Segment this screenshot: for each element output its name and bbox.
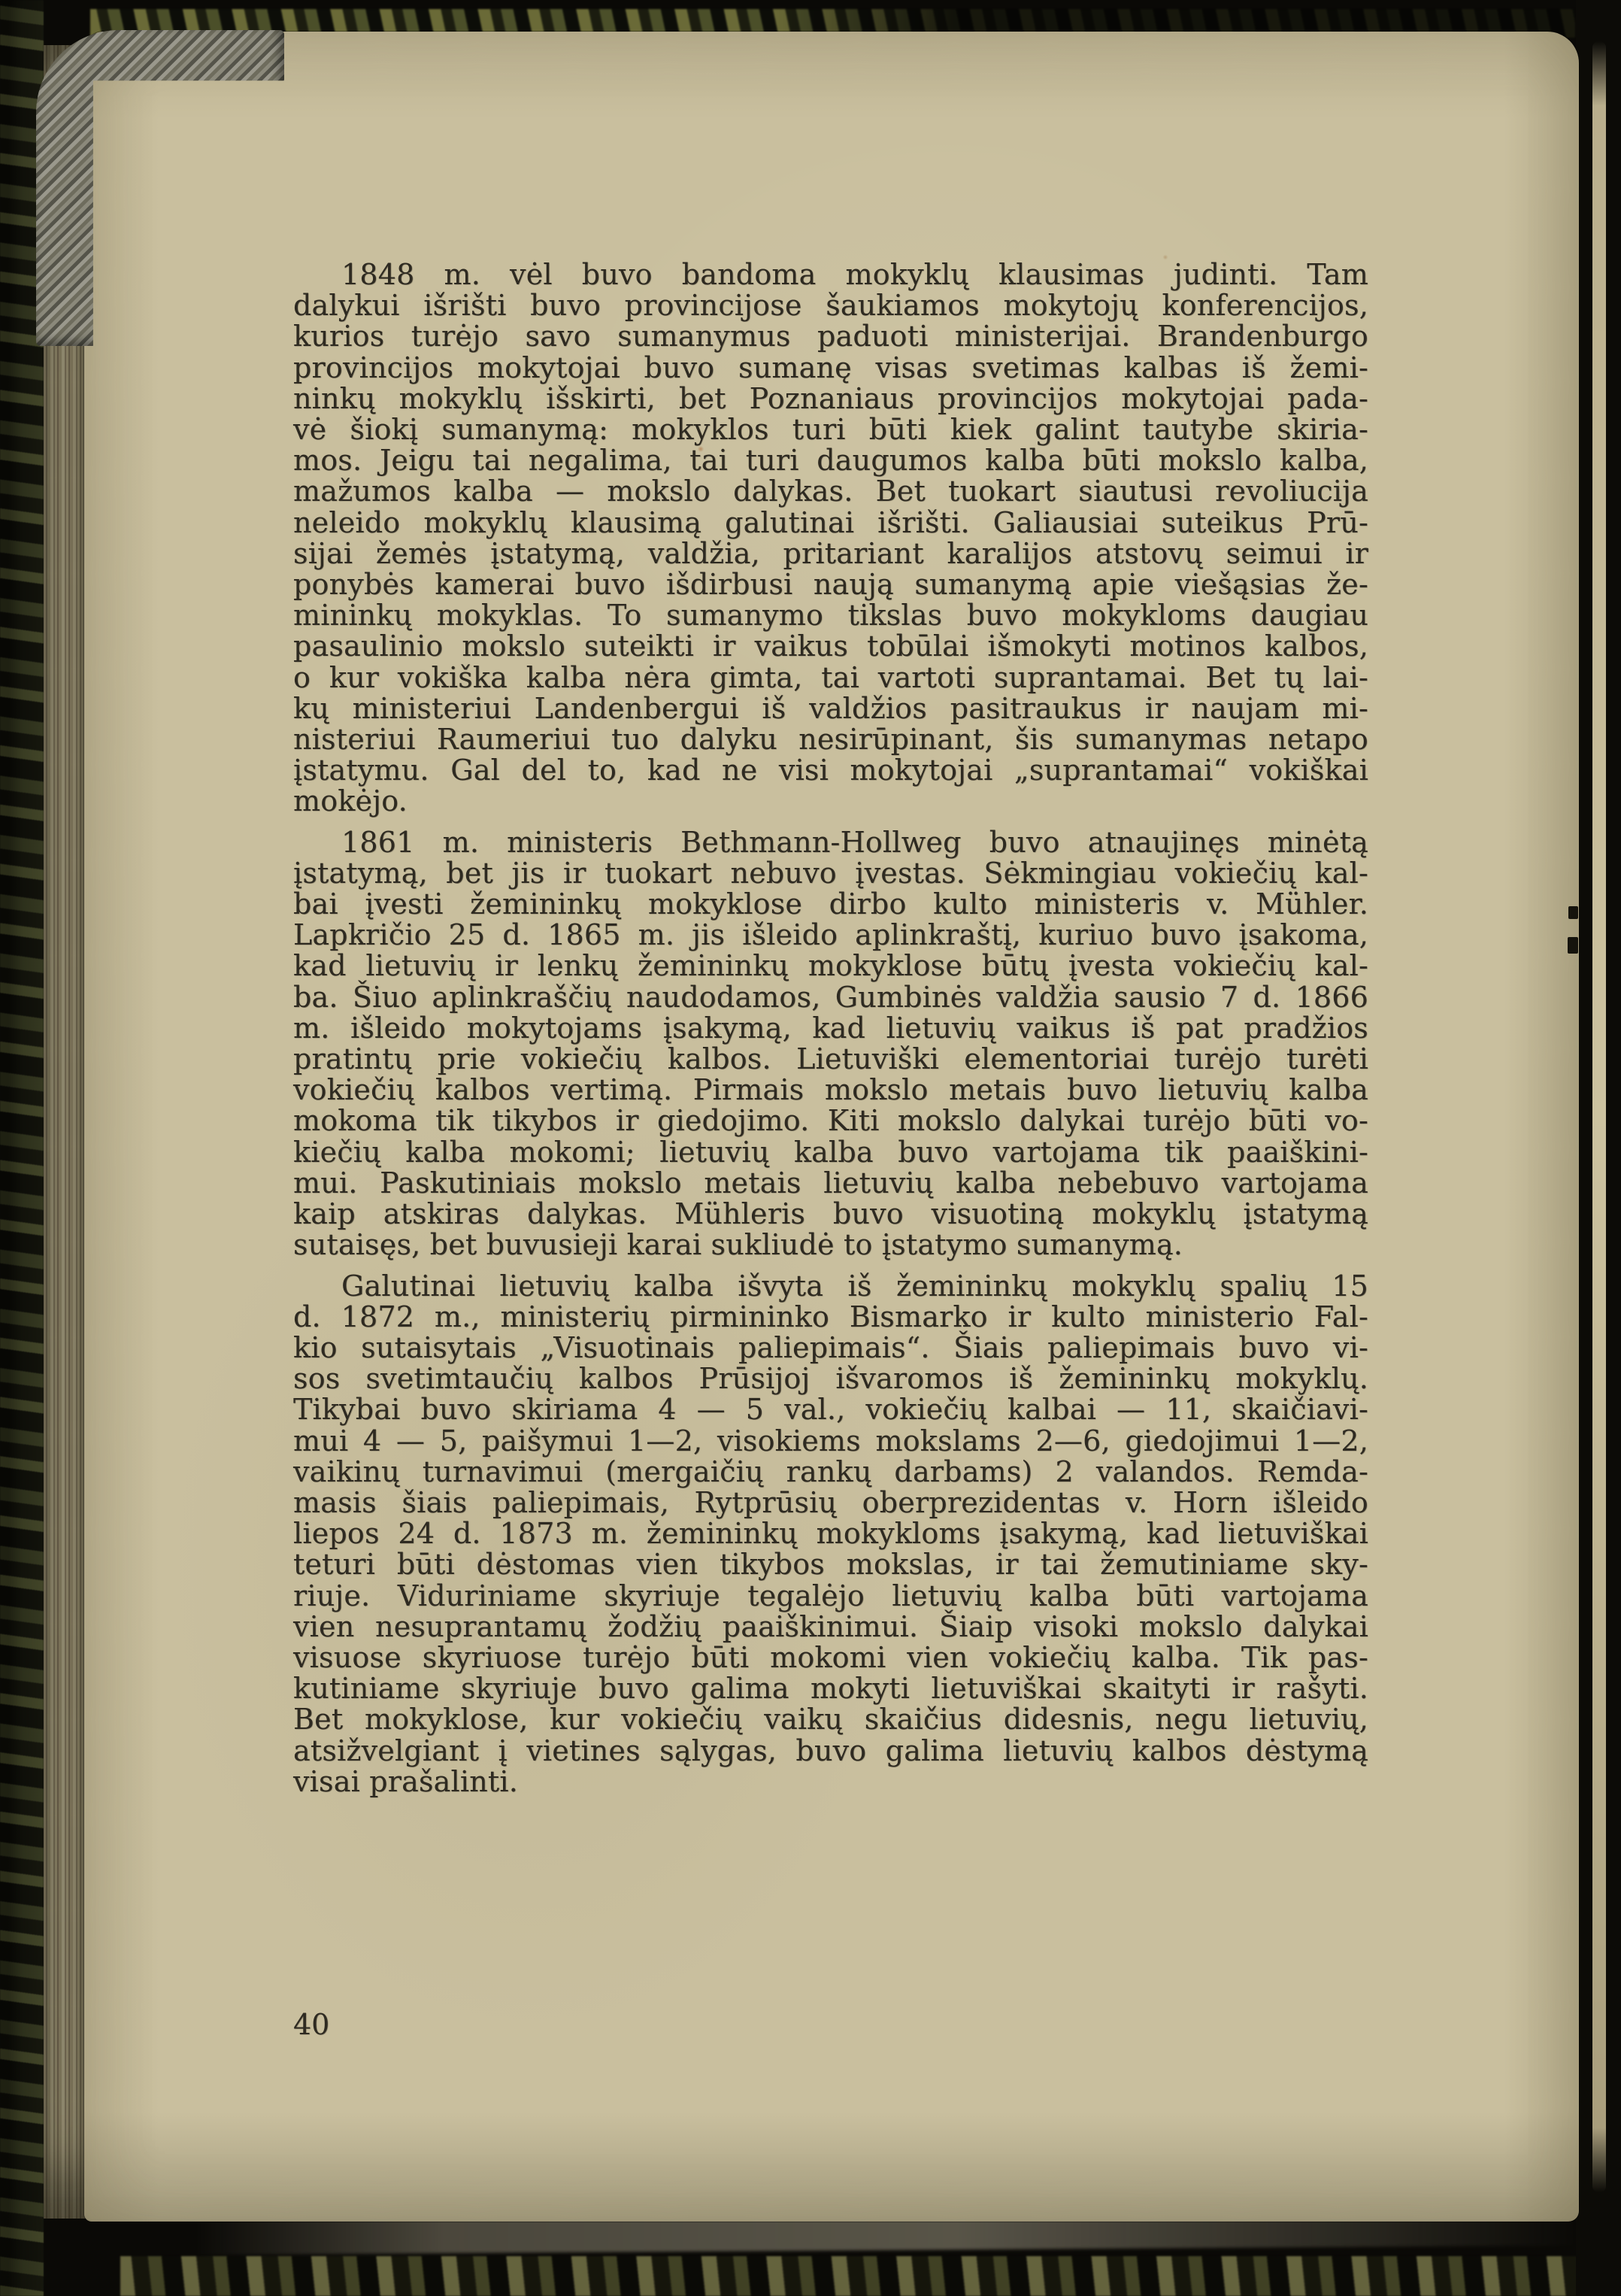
text-line: sijai žemės įstatymą, valdžia, pritariant karalijos atstovų seimui ir xyxy=(293,536,1368,570)
text-line: sos svetimtaučių kalbos Prūsijoj išvaromos iš žemininkų mokyklų. xyxy=(293,1362,1368,1396)
text-line: mos. Jeigu tai negalima, tai turi daugumos kalba būti mokslo kalba, xyxy=(293,444,1368,478)
text-line: kio sutaisytais „Visuotinais paliepimais“. Šiais paliepimais buvo vi- xyxy=(293,1330,1368,1364)
page-number: 40 xyxy=(293,2008,330,2041)
text-line: visuose skyriuose turėjo būti mokomi vien vokiečių kalba. Tik pas- xyxy=(293,1640,1368,1674)
right-edge-mark-2 xyxy=(1568,937,1578,954)
text-line: kiečių kalba mokomi; lietuvių kalba buvo vartojama tik paaiškini- xyxy=(293,1135,1368,1169)
text-line: kų ministeriui Landenbergui iš valdžios pasitraukus ir naujam mi- xyxy=(293,691,1368,725)
text-line: o kur vokiška kalba nėra gimta, tai vartoti suprantamai. Bet tų lai- xyxy=(293,660,1368,694)
paragraph xyxy=(293,1271,1368,1797)
text-line: mui. Paskutiniais mokslo metais lietuvių kalba nebebuvo vartojama xyxy=(293,1166,1368,1200)
text-line: vien nesuprantamų žodžių paaiškinimui. Šiaip visoki mokslo dalykai xyxy=(293,1609,1368,1643)
text-line: Bet mokyklose, kur vokiečių vaikų skaičius didesnis, negu lietuvių, xyxy=(293,1703,1368,1736)
text-line: neleido mokyklų klausimą galutinai išrišti. Galiausiai suteikus Prū- xyxy=(293,505,1368,539)
text-line: teturi būti dėstomas vien tikybos mokslas, ir tai žemutiniame sky- xyxy=(293,1548,1368,1582)
text-line: sutaisęs, bet buvusieji karai sukliudė to įstatymo sumanymą. xyxy=(293,1228,1183,1262)
text-line: mažumos kalba — mokslo dalykas. Bet tuokart siautusi revoliucija xyxy=(293,475,1368,508)
text-line: pasaulinio mokslo suteikti ir vaikus tobūlai išmokyti motinos kalbos, xyxy=(293,629,1368,663)
paragraph xyxy=(293,827,1368,1261)
text-line: ponybės kamerai buvo išdirbusi naują sumanymą apie viešąsias že- xyxy=(293,568,1368,602)
text-line: vė šiokį sumanymą: mokyklos turi būti kiek galint tautybe skiria- xyxy=(293,413,1368,447)
paragraph xyxy=(293,259,1368,817)
text-line: vokiečių kalbos vertimą. Pirmais mokslo metais buvo lietuvių kalba xyxy=(293,1073,1368,1107)
text-line: masis šiais paliepimais, Rytprūsių oberprezidentas v. Horn išleido xyxy=(293,1485,1368,1519)
text-line: Lapkričio 25 d. 1865 m. jis išleido aplinkraštį, kuriuo buvo įsakoma, xyxy=(293,918,1368,952)
text-line: vaikinų turnavimui (mergaičių rankų darbams) 2 valandos. Remda- xyxy=(293,1454,1368,1488)
text-line: liepos 24 d. 1873 m. žemininkų mokykloms įsakymą, kad lietuviškai xyxy=(293,1517,1368,1551)
text-line: mininkų mokyklas. To sumanymo tikslas buvo mokykloms daugiau xyxy=(293,599,1368,632)
text-line: provincijos mokytojai buvo sumanę visas svetimas kalbas iš žemi- xyxy=(293,350,1368,384)
text-line: mui 4 — 5, paišymui 1—2, visokiems mokslams 2—6, giedojimui 1—2, xyxy=(293,1424,1368,1457)
text-line: riuje. Viduriniame skyriuje tegalėjo lietuvių kalba būti vartojama xyxy=(293,1579,1368,1612)
right-edge-mark-1 xyxy=(1568,906,1578,919)
text-line: įstatymu. Gal del to, kad ne visi mokytojai „suprantamai“ vokiškai xyxy=(293,754,1368,787)
page-stack-left-edges xyxy=(44,45,86,2219)
text-line: visai prašalinti. xyxy=(293,1764,518,1798)
text-line: nisteriui Raumeriui tuo dalyku nesirūpinant, šis sumanymas netapo xyxy=(293,723,1368,757)
text-block xyxy=(293,259,1368,1797)
text-line: pratintų prie vokiečių kalbos. Lietuviški elementoriai turėjo turėti xyxy=(293,1042,1368,1076)
book-cover-bottom-edge xyxy=(120,2256,1586,2296)
text-line: kutiniame skyriuje buvo galima mokyti lietuviškai skaityti ir rašyti. xyxy=(293,1672,1368,1706)
text-line: dalykui išrišti buvo provincijose šaukiamos mokytojų konferencijos, xyxy=(293,289,1368,323)
book-page xyxy=(84,32,1579,2222)
text-line: kurios turėjo savo sumanymus paduoti ministerijai. Brandenburgo xyxy=(293,320,1368,353)
facing-page-edge xyxy=(1592,41,1606,2192)
text-line: m. išleido mokytojams įsakymą, kad lietuvių vaikus iš pat pradžios xyxy=(293,1011,1368,1045)
text-line: mokėjo. xyxy=(293,784,408,818)
text-line: d. 1872 m., ministerių pirmininko Bismarko ir kulto ministerio Fal- xyxy=(293,1300,1368,1333)
text-line: Galutinai lietuvių kalba išvyta iš žemininkų mokyklų spalių 15 xyxy=(341,1269,1368,1303)
text-line: bai įvesti žemininkų mokyklose dirbo kulto ministeris v. Mühler. xyxy=(293,887,1368,921)
text-line: kad lietuvių ir lenkų žemininkų mokyklose būtų įvesta vokiečių kal- xyxy=(293,949,1368,983)
text-line: 1861 m. ministeris Bethmann-Hollweg buvo atnaujinęs minėtą xyxy=(341,825,1368,859)
text-line: įstatymą, bet jis ir tuokart nebuvo įvestas. Sėkmingiau vokiečių kal- xyxy=(293,856,1368,890)
text-line: ninkų mokyklų išskirti, bet Poznaniaus provincijos mokytojai pada- xyxy=(293,381,1368,415)
text-line: Tikybai buvo skiriama 4 — 5 val., vokiečių kalbai — 11, skaičiavi- xyxy=(293,1393,1368,1427)
text-line: atsižvelgiant į vietines sąlygas, buvo galima lietuvių kalbos dėstymą xyxy=(293,1733,1368,1767)
text-line: ba. Šiuo aplinkraščių naudodamos, Gumbinės valdžia sausio 7 d. 1866 xyxy=(293,980,1368,1014)
text-line: 1848 m. vėl buvo bandoma mokyklų klausimas judinti. Tam xyxy=(341,258,1368,291)
text-line: mokoma tik tikybos ir giedojimo. Kiti mokslo dalykai turėjo būti vo- xyxy=(293,1104,1368,1138)
text-line: kaip atskiras dalykas. Mühleris buvo visuotiną mokyklų įstatymą xyxy=(293,1197,1368,1231)
